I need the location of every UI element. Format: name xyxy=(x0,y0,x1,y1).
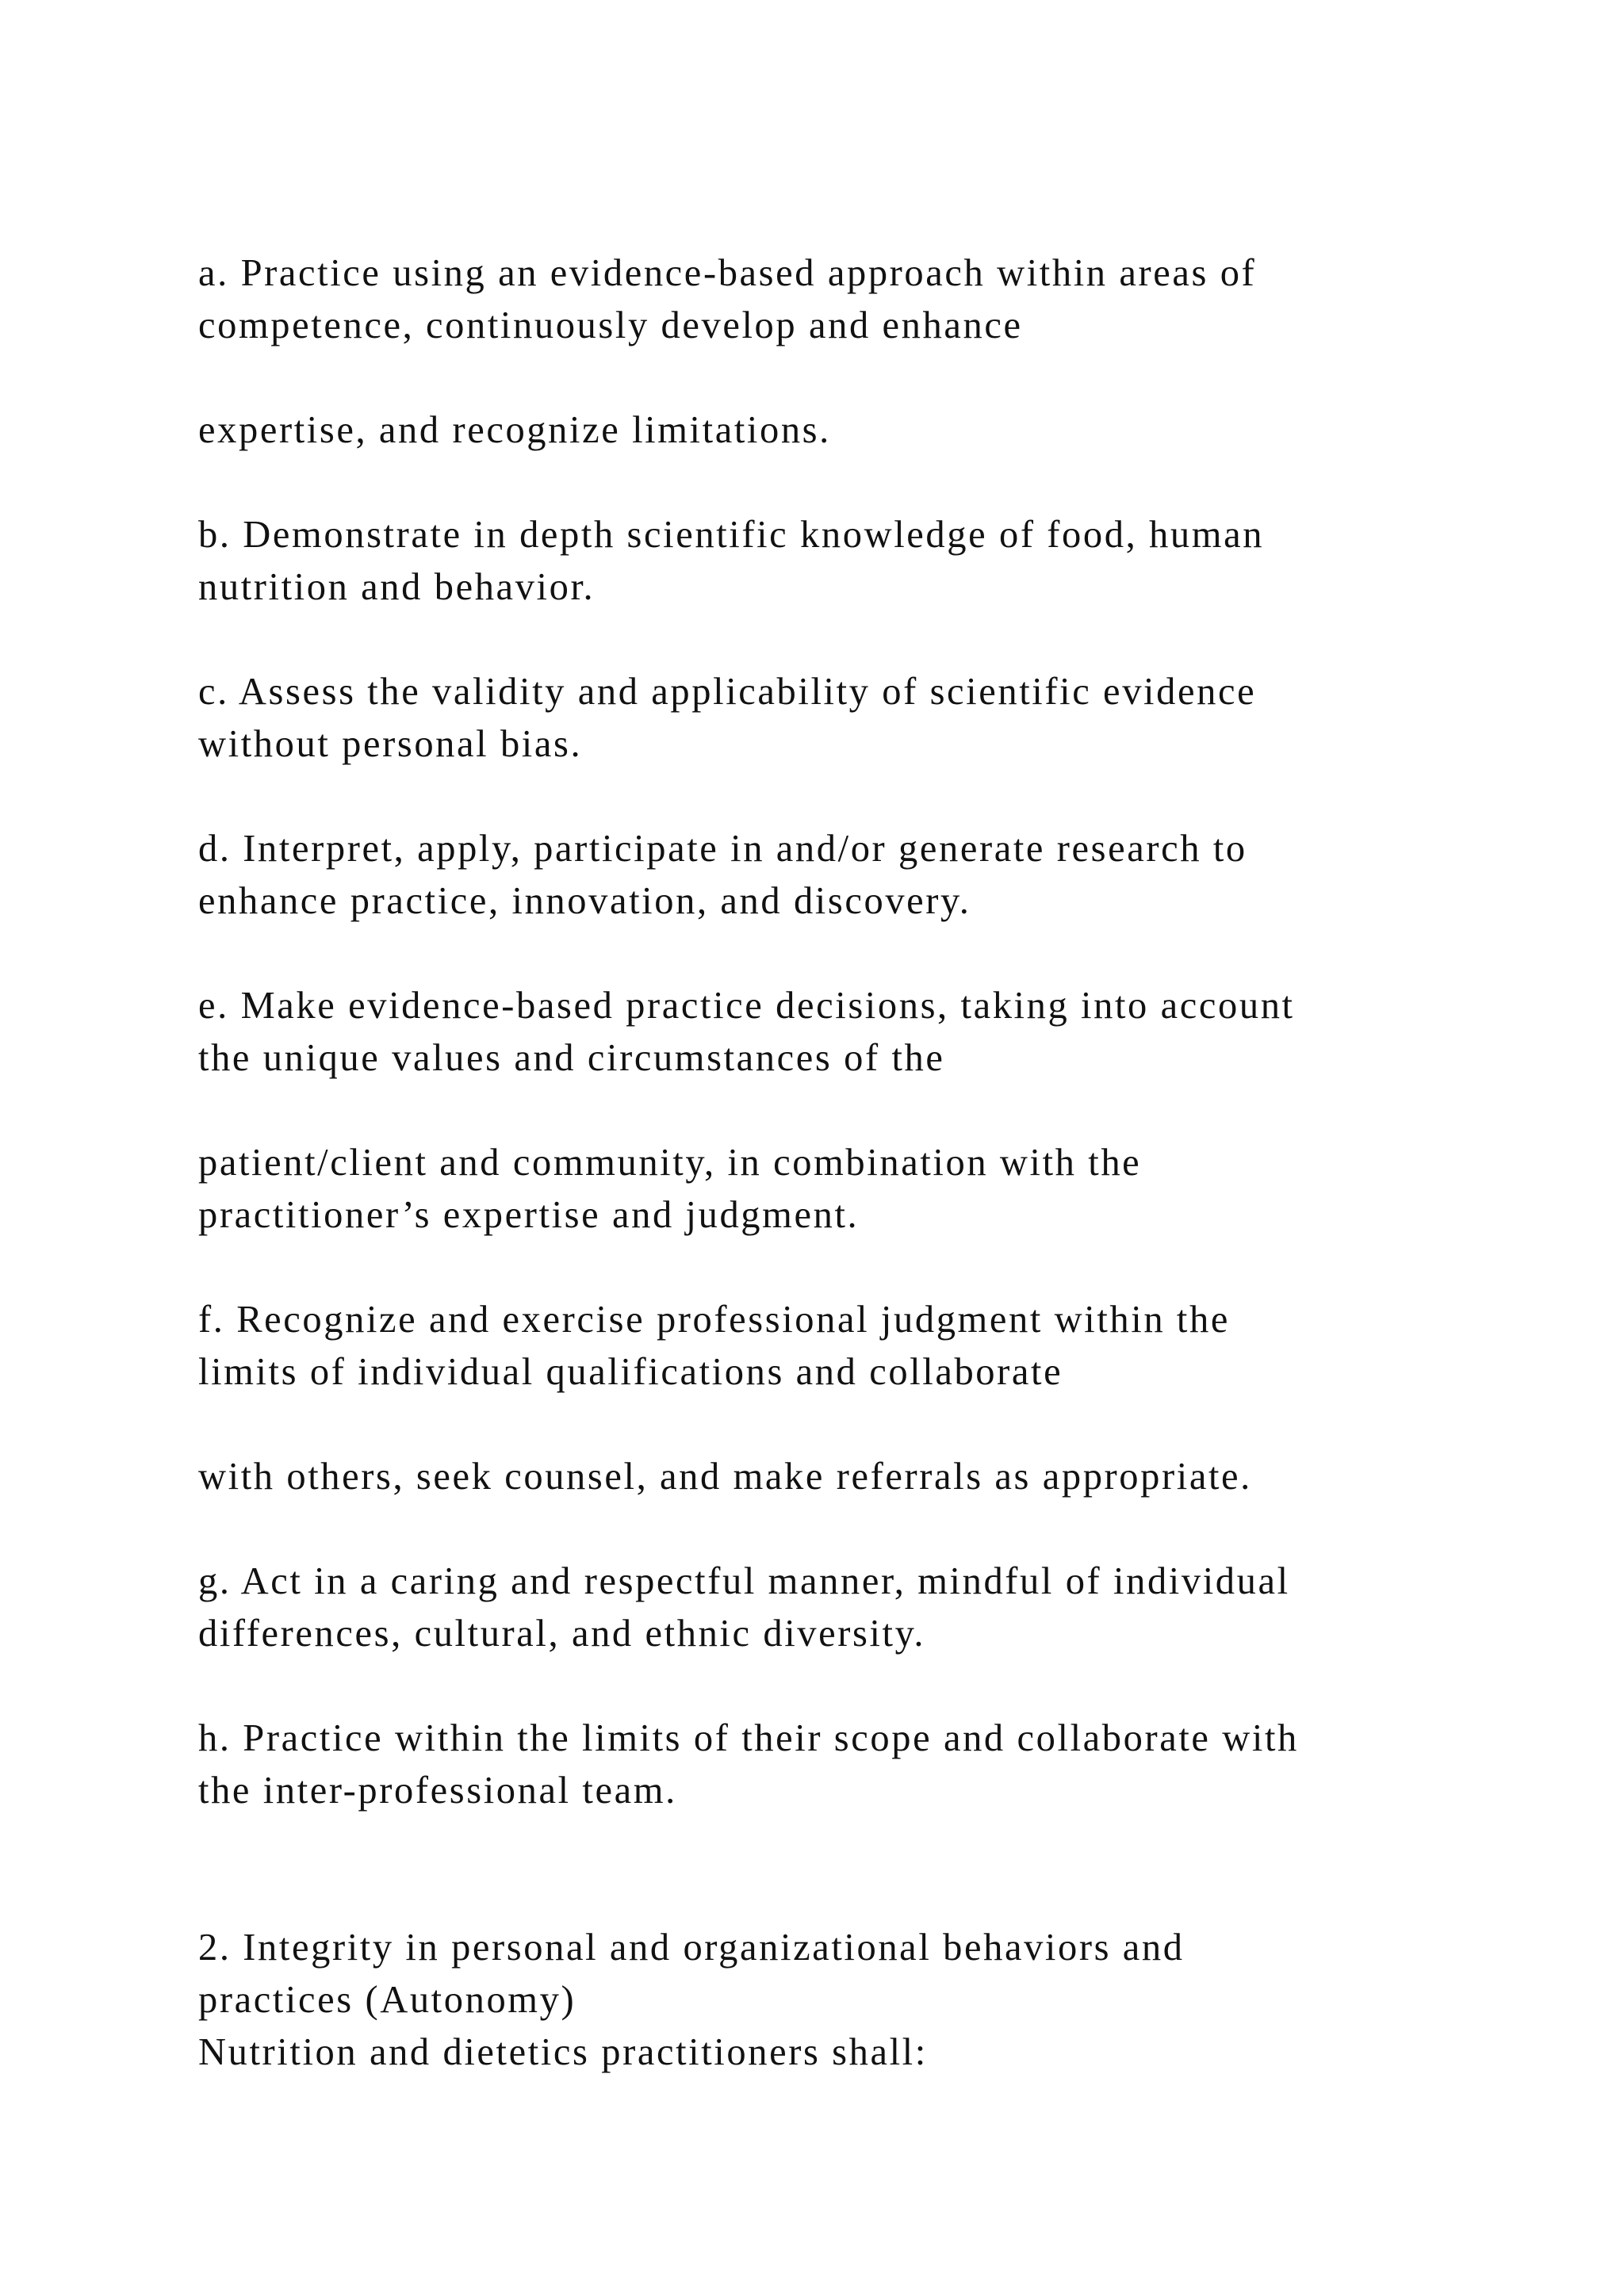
item-a-line-3: expertise, and recognize limitations. xyxy=(198,409,831,451)
item-g-line-1: g. Act in a caring and respectful manner, mindful of individual xyxy=(198,1560,1290,1602)
item-f-line-3: with others, seek counsel, and make referrals as appropriate. xyxy=(198,1456,1252,1498)
item-e-line-4: practitioner’s expertise and judgment. xyxy=(198,1194,860,1236)
item-f-line-2: limits of individual qualifications and collaborate xyxy=(198,1351,1063,1393)
item-e-line-2: the unique values and circumstances of the xyxy=(198,1037,945,1079)
item-d-line-1: d. Interpret, apply, participate in and/or generate research to xyxy=(198,828,1247,870)
item-f-line-1: f. Recognize and exercise professional judgment within the xyxy=(198,1299,1230,1341)
item-e-line-1: e. Make evidence-based practice decisions, taking into account xyxy=(198,985,1295,1027)
item-h-line-1: h. Practice within the limits of their scope and collaborate with xyxy=(198,1717,1299,1759)
item-h-line-2: the inter-professional team. xyxy=(198,1770,677,1812)
item-a-line-1: a. Practice using an evidence-based approach within areas of xyxy=(198,252,1257,294)
item-a-line-2: competence, continuously develop and enhance xyxy=(198,304,1023,346)
item-b-line-1: b. Demonstrate in depth scientific knowledge of food, human xyxy=(198,514,1265,556)
document-body xyxy=(198,247,1499,2079)
item-c-line-1: c. Assess the validity and applicability of scientific evidence xyxy=(198,671,1257,713)
item-d-line-2: enhance practice, innovation, and discovery. xyxy=(198,880,971,922)
item-e-line-3: patient/client and community, in combination with the xyxy=(198,1142,1142,1184)
item-b-line-2: nutrition and behavior. xyxy=(198,566,596,608)
item-g-line-2: differences, cultural, and ethnic diversity. xyxy=(198,1613,926,1655)
section-2-intro: Nutrition and dietetics practitioners shall: xyxy=(198,2031,928,2073)
item-c-line-2: without personal bias. xyxy=(198,723,583,765)
section-2-heading-line-2: practices (Autonomy) xyxy=(198,1979,576,2021)
section-2-heading-line-1: 2. Integrity in personal and organizational behaviors and xyxy=(198,1927,1185,1969)
